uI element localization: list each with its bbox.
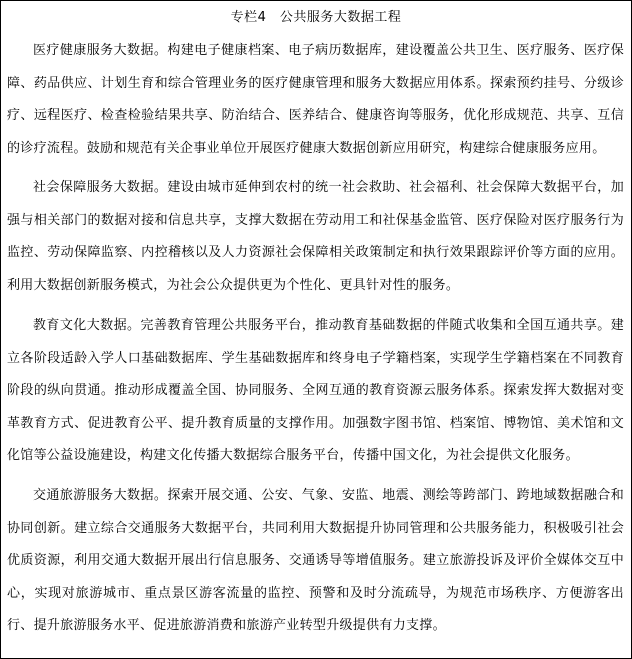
paragraph-social-security: 社会保障服务大数据。建设由城市延伸到农村的统一社会救助、社会福利、社会保障大数据平台，加强与相关部门的数据对接和信息共享，支撑大数据在劳动用工和社保基金监管、医疗保险对医疗服务行为监控、劳动保障监察、内控稽核以及人力资源社会保障相关政策制定和执行效果跟踪评价等方面的应用。利用大数据创新服务模式，为社会公众提供更为个性化、更具针对性的服务。: [7, 180, 624, 293]
paragraph-healthcare: 医疗健康服务大数据。构建电子健康档案、电子病历数据库，建设覆盖公共卫生、医疗服务、医疗保障、药品供应、计划生育和综合管理业务的医疗健康管理和服务大数据应用体系。探索预约挂号、分级诊疗、远程医疗、检查检验结果共享、防治结合、医养结合、健康咨询等服务，优化形成规范、共享、互信的诊疗流程。鼓励和规范有关企事业单位开展医疗健康大数据创新应用研究，构建综合健康服务应用。: [7, 43, 624, 156]
paragraph-education-culture: 教育文化大数据。完善教育管理公共服务平台，推动教育基础数据的伴随式收集和全国互通共享。建立各阶段适龄入学人口基础数据库、学生基础数据库和终身电子学籍档案，实现学生学籍档案在不同教育阶段的纵向贯通。推动形成覆盖全国、协同服务、全网互通的教育资源云服务体系。探索发挥大数据对变革教育方式、促进教育公平、提升教育质量的支撑作用。加强数字图书馆、档案馆、博物馆、美术馆和文化馆等公益设施建设，构建文化传播大数据综合服务平台，传播中国文化，为社会提供文化服务。: [7, 318, 624, 463]
paragraph-transport-tourism: 交通旅游服务大数据。探索开展交通、公安、气象、安监、地震、测绘等跨部门、跨地域数据融合和协同创新。建立综合交通服务大数据平台，共同利用大数据提升协同管理和公共服务能力，积极吸引社会优质资源，利用交通大数据开展出行信息服务、交通诱导等增值服务。建立旅游投诉及评价全媒体交互中心，实现对旅游城市、重点景区游客流量的监控、预警和及时分流疏导，为规范市场秩序、方便游客出行、提升旅游服务水平、促进旅游消费和旅游产业转型升级提供有力支撑。: [7, 488, 624, 633]
column-title: 专栏4 公共服务大数据工程: [230, 10, 402, 25]
